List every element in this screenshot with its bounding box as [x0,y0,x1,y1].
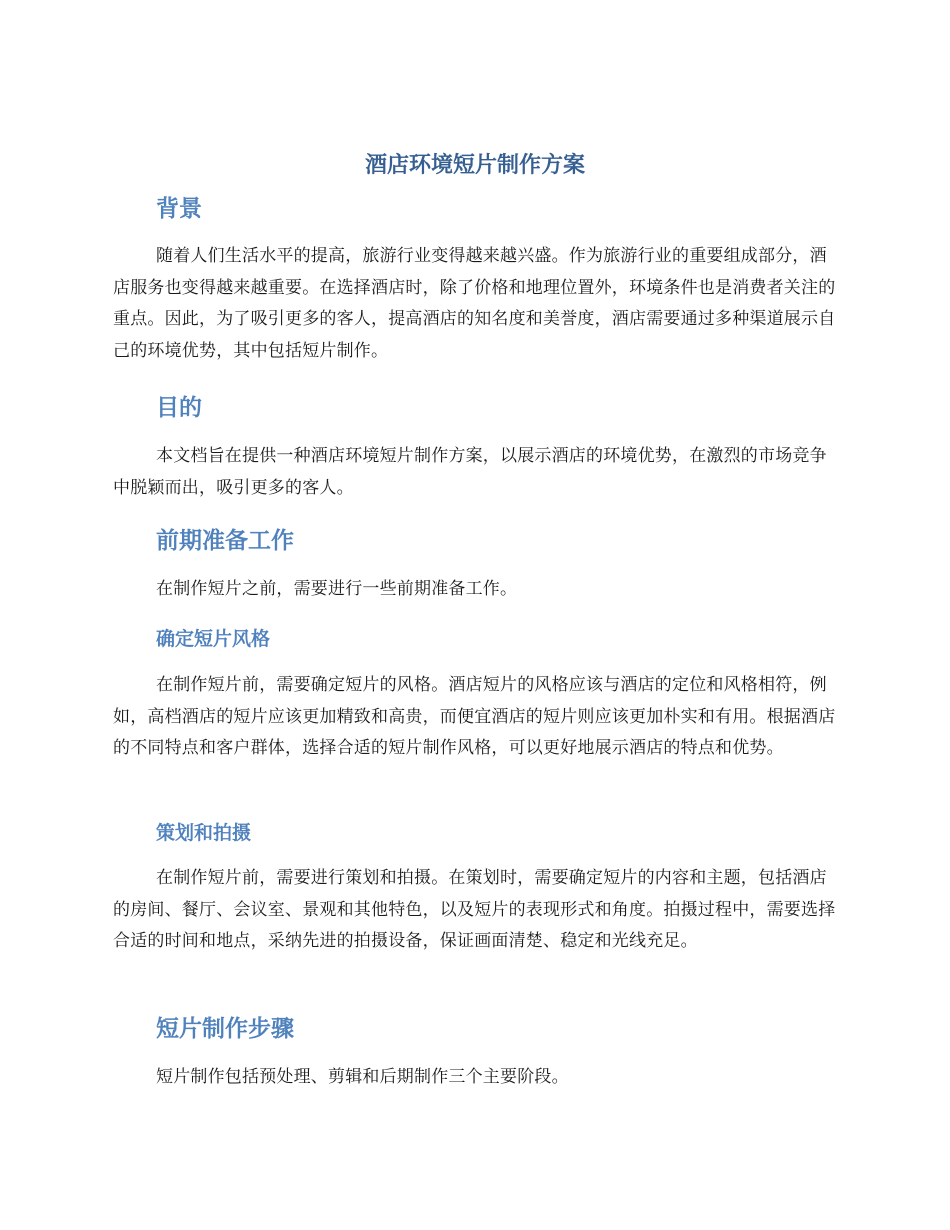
paragraph-production: 短片制作包括预处理、剪辑和后期制作三个主要阶段。 [156,1067,569,1087]
subsection-heading-planning: 策划和拍摄 [156,822,252,844]
section-heading-background: 背景 [156,196,202,222]
paragraph-planning: 在制作短片前，需要进行策划和拍摄。在策划时，需要确定短片的内容和主题，包括酒店的房间、餐厅、会议室、景观和其他特色，以及短片的表现形式和角度。拍摄过程中，需要选择合适的时间和地点，采纳先进的拍摄设备，保证画面清楚、稳定和光线充足。 [113,868,836,951]
paragraph-style: 在制作短片前，需要确定短片的风格。酒店短片的风格应该与酒店的定位和风格相符，例如，高档酒店的短片应该更加精致和高贵，而便宜酒店的短片则应该更加朴实和有用。根据酒店的不同特点和客户群体，选择合适的短片制作风格，可以更好地展示酒店的特点和优势。 [113,675,836,758]
section-heading-purpose: 目的 [156,395,202,421]
paragraph-background: 随着人们生活水平的提高，旅游行业变得越来越兴盛。作为旅游行业的重要组成部分，酒店服务也变得越来越重要。在选择酒店时，除了价格和地理位置外，环境条件也是消费者关注的重点。因此，为了吸引更多的客人，提高酒店的知名度和美誉度，酒店需要通过多种渠道展示自己的环境优势，其中包括短片制作。 [113,246,836,361]
document-title: 酒店环境短片制作方案 [364,153,585,178]
subsection-heading-style: 确定短片风格 [156,628,271,650]
paragraph-purpose: 本文档旨在提供一种酒店环境短片制作方案，以展示酒店的环境优势，在激烈的市场竞争中脱颖而出，吸引更多的客人。 [113,446,827,498]
section-heading-production: 短片制作步骤 [156,1016,294,1042]
paragraph-preparation: 在制作短片之前，需要进行一些前期准备工作。 [156,579,518,599]
section-heading-preparation: 前期准备工作 [156,528,294,554]
